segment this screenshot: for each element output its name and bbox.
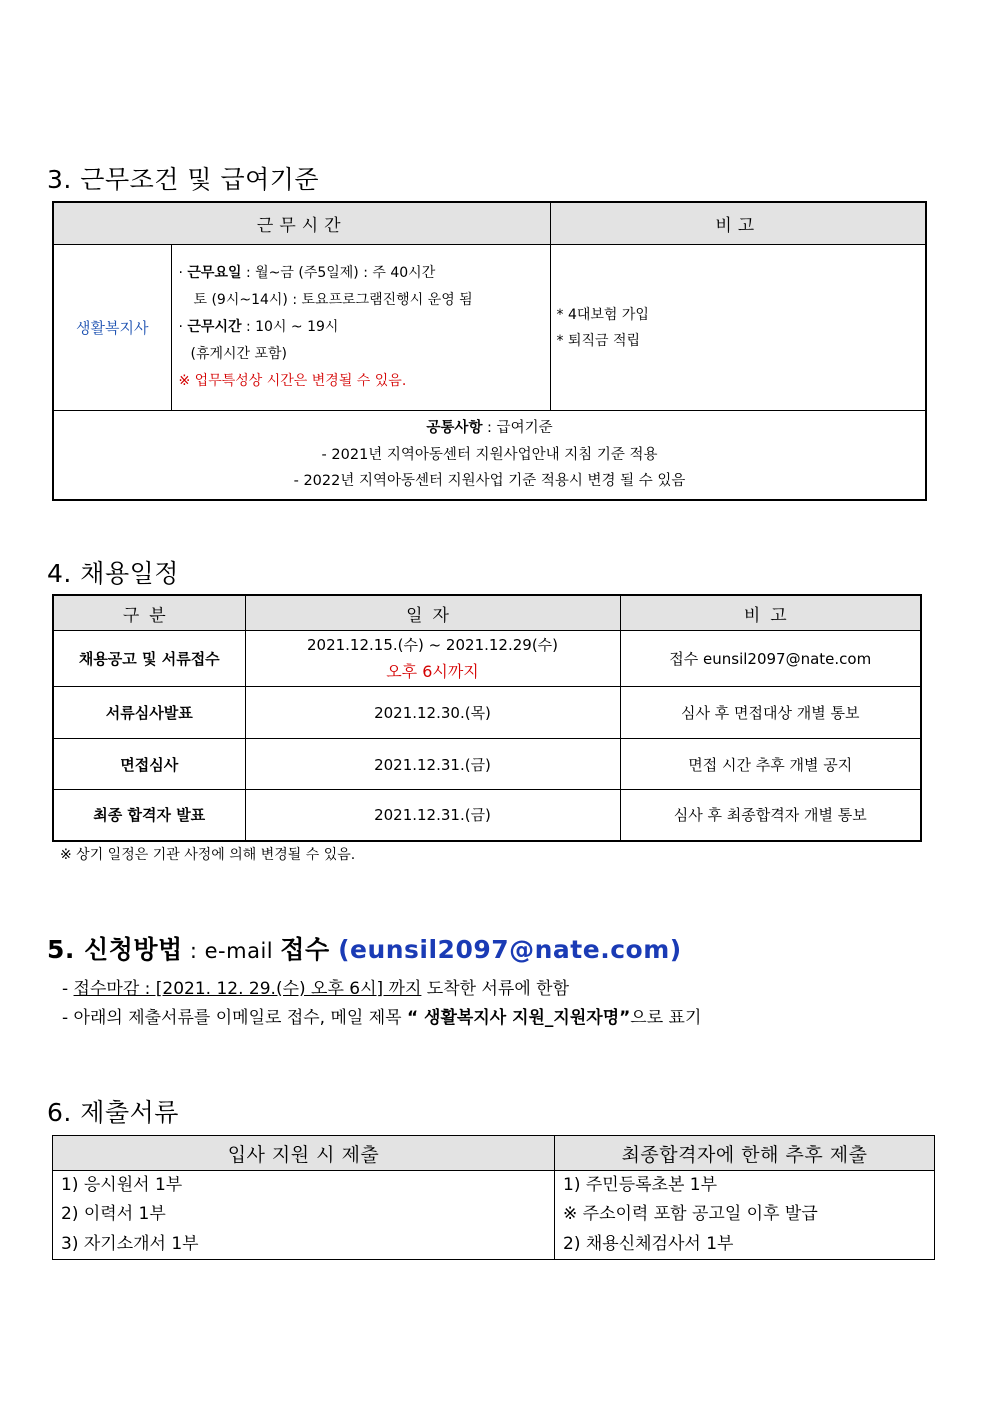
workdays-text: : 월~금 (주5일제) : 주 40시간	[241, 265, 436, 281]
date-range: 2021.12.15.(수) ~ 2021.12.29(수)	[306, 635, 559, 654]
schedule-footnote: ※ 상기 일정은 기관 사정에 의해 변경될 수 있음.	[60, 847, 356, 863]
schedule-table	[52, 594, 922, 842]
list-item: 1) 주민등록초본 1부	[563, 1175, 718, 1195]
list-item: 2) 이력서 1부	[61, 1204, 166, 1225]
worktime-text: : 10시 ~ 19시	[241, 319, 339, 335]
common-label: 공통사항	[426, 420, 483, 436]
list-item: 1) 응시원서 1부	[61, 1175, 183, 1195]
header-date: 일자	[245, 595, 620, 631]
common-text: : 급여기준	[482, 420, 553, 436]
header-final-docs: 최종합격자에 한해 추후 제출	[555, 1136, 935, 1171]
note-insurance: * 4대보험 가입	[556, 306, 649, 323]
header-category: 구분	[53, 595, 245, 631]
header-apply-docs: 입사 지원 시 제출	[53, 1136, 555, 1171]
final-docs-cell	[555, 1171, 935, 1260]
common-line3: - 2022년 지역아동센터 지원사업 기준 적용시 변경 될 수 있음	[293, 473, 686, 489]
bullet: ·	[178, 265, 188, 281]
notes-cell	[550, 245, 926, 411]
section5-title	[47, 930, 682, 966]
table-row	[53, 790, 921, 841]
header-remarks: 비고	[620, 595, 921, 631]
subject-rest: 으로 표기	[630, 1008, 702, 1028]
table-row	[53, 687, 921, 739]
email-address[interactable]: (eunsil2097@nate.com)	[338, 935, 682, 964]
dash: -	[62, 979, 74, 999]
section5-title-bold: 5. 신청방법	[47, 935, 183, 964]
section6-title: 6. 제출서류	[47, 1098, 179, 1127]
documents-table	[52, 1135, 935, 1260]
apply-docs-cell	[53, 1171, 555, 1260]
break-line: (휴게시간 포함)	[190, 346, 288, 362]
saturday-line: 토 (9시~14시) : 토요프로그램진행시 운영 됨	[193, 292, 473, 308]
row-note: 면접 시간 추후 개별 공지	[620, 739, 921, 790]
workdays-label: 근무요일	[187, 265, 242, 281]
section5-title-bold2: 접수	[280, 935, 330, 964]
table-row	[53, 739, 921, 790]
row-date: 2021.12.31.(금)	[245, 739, 620, 790]
header-notes: 비고	[550, 202, 926, 245]
email-subject-line	[62, 1003, 701, 1028]
row-date	[245, 631, 620, 687]
row-date: 2021.12.31.(금)	[245, 790, 620, 841]
change-notice: ※ 업무특성상 시간은 변경될 수 있음.	[178, 373, 407, 389]
note-severance: * 퇴직금 적립	[556, 332, 641, 349]
bullet: ·	[178, 319, 188, 335]
row-label: 면접심사	[53, 739, 245, 790]
row-label: 서류심사발표	[53, 687, 245, 739]
common-line2: - 2021년 지역아동센터 지원사업안내 지침 기준 적용	[321, 446, 658, 463]
work-conditions-table	[52, 201, 927, 501]
subject-text: - 아래의 제출서류를 이메일로 접수, 메일 제목	[62, 1008, 407, 1028]
deadline-rest: 도착한 서류에 한함	[421, 979, 569, 999]
hours-cell	[171, 245, 550, 411]
row-note: 접수 eunsil2097@nate.com	[620, 631, 921, 687]
row-label: 채용공고 및 서류접수	[53, 631, 245, 687]
section4-title: 4. 채용일정	[47, 559, 179, 588]
row-note: 심사 후 최종합격자 개별 통보	[620, 790, 921, 841]
list-item: 2) 채용신체검사서 1부	[563, 1233, 734, 1254]
role-cell: 생활복지사	[53, 245, 171, 411]
subject-bold: “ 생활복지사 지원_지원자명”	[406, 1008, 631, 1028]
worktime-label: 근무시간	[187, 319, 242, 335]
section5-title-sep: : e-mail	[182, 939, 281, 963]
table-row	[53, 631, 921, 687]
header-hours: 근무시간	[53, 202, 550, 245]
list-item: ※ 주소이력 포함 공고일 이후 발급	[563, 1204, 818, 1225]
list-item: 3) 자기소개서 1부	[61, 1233, 199, 1254]
row-note: 심사 후 면접대상 개별 통보	[620, 687, 921, 739]
row-date: 2021.12.30.(목)	[245, 687, 620, 739]
row-label: 최종 합격자 발표	[53, 790, 245, 841]
deadline-line	[62, 974, 569, 999]
deadline-time: 오후 6시까지	[386, 661, 479, 681]
deadline-underlined: 접수마감 : [2021. 12. 29.(수) 오후 6시] 까지	[73, 979, 422, 999]
section3-title: 3. 근무조건 및 급여기준	[47, 165, 320, 194]
common-cell	[53, 411, 926, 500]
